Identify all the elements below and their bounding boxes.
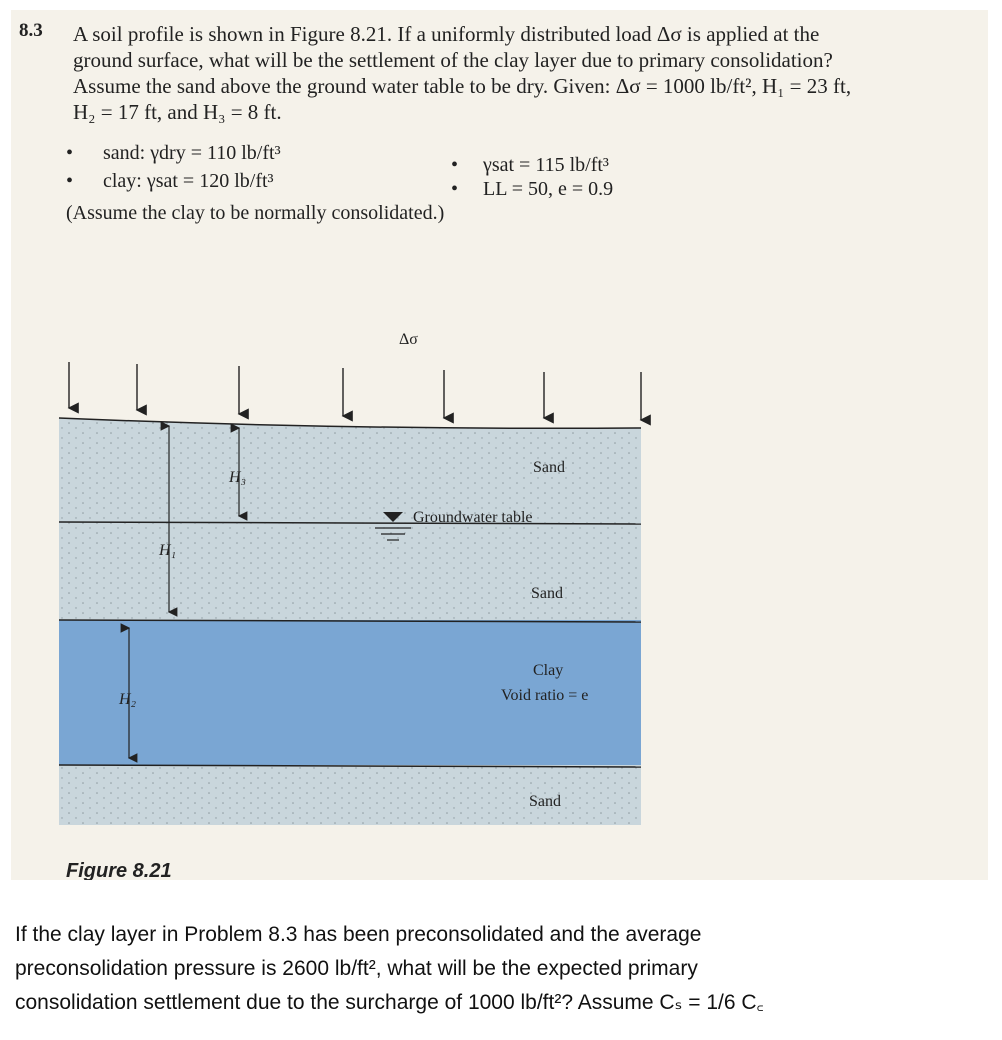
bullet-sand-sat: γsat = 115 lb/ft³ <box>483 154 609 176</box>
problem-note: (Assume the clay to be normally consolidated.) <box>66 202 445 224</box>
bullet-sand: sand: γdry = 110 lb/ft³ <box>103 142 281 164</box>
load-arrows <box>69 362 641 420</box>
follow-up-question <box>15 918 990 1020</box>
bullet-dot: • <box>66 142 74 164</box>
bullet-clay-props: LL = 50, e = 0.9 <box>483 178 614 200</box>
h1-label: H₁ <box>159 542 177 559</box>
problem-line-3: Assume the sand above the ground water table to be dry. Given: Δσ = 1000 lb/ft², H₁ = 23 ft, <box>73 74 852 98</box>
bullet-clay: clay: γsat = 120 lb/ft³ <box>103 170 274 192</box>
question-line-1: If the clay layer in Problem 8.3 has been preconsolidated and the average <box>15 923 702 946</box>
soil-profile-diagram <box>11 10 988 880</box>
textbook-photo <box>11 10 988 880</box>
bullet-dot: • <box>451 178 459 200</box>
load-label: Δσ <box>399 331 418 348</box>
problem-line-4: H₂ = 17 ft, and H₃ = 8 ft. <box>73 100 282 124</box>
bullet-dot: • <box>66 170 74 192</box>
problem-number: 8.3 <box>19 20 43 41</box>
sand-bottom-label: Sand <box>529 793 561 810</box>
h2-label: H₂ <box>119 691 137 708</box>
figure-caption: Figure 8.21 <box>66 860 172 880</box>
void-ratio-label: Void ratio = e <box>501 687 589 704</box>
question-line-3: consolidation settlement due to the surcharge of 1000 lb/ft²? Assume Cₛ = 1/6 C꜀ <box>15 991 764 1014</box>
problem-line-2: ground surface, what will be the settlement of the clay layer due to primary consolidation? <box>73 48 833 72</box>
sand-mid-label: Sand <box>531 585 563 602</box>
groundwater-label: Groundwater table <box>413 509 533 526</box>
clay-label: Clay <box>533 662 564 679</box>
bullet-dot: • <box>451 154 459 176</box>
h3-label: H₃ <box>229 469 247 486</box>
sand-top-label: Sand <box>533 459 565 476</box>
question-line-2: preconsolidation pressure is 2600 lb/ft², what will be the expected primary <box>15 957 698 980</box>
problem-line-1: A soil profile is shown in Figure 8.21. If a uniformly distributed load Δσ is applied at the <box>73 22 820 46</box>
